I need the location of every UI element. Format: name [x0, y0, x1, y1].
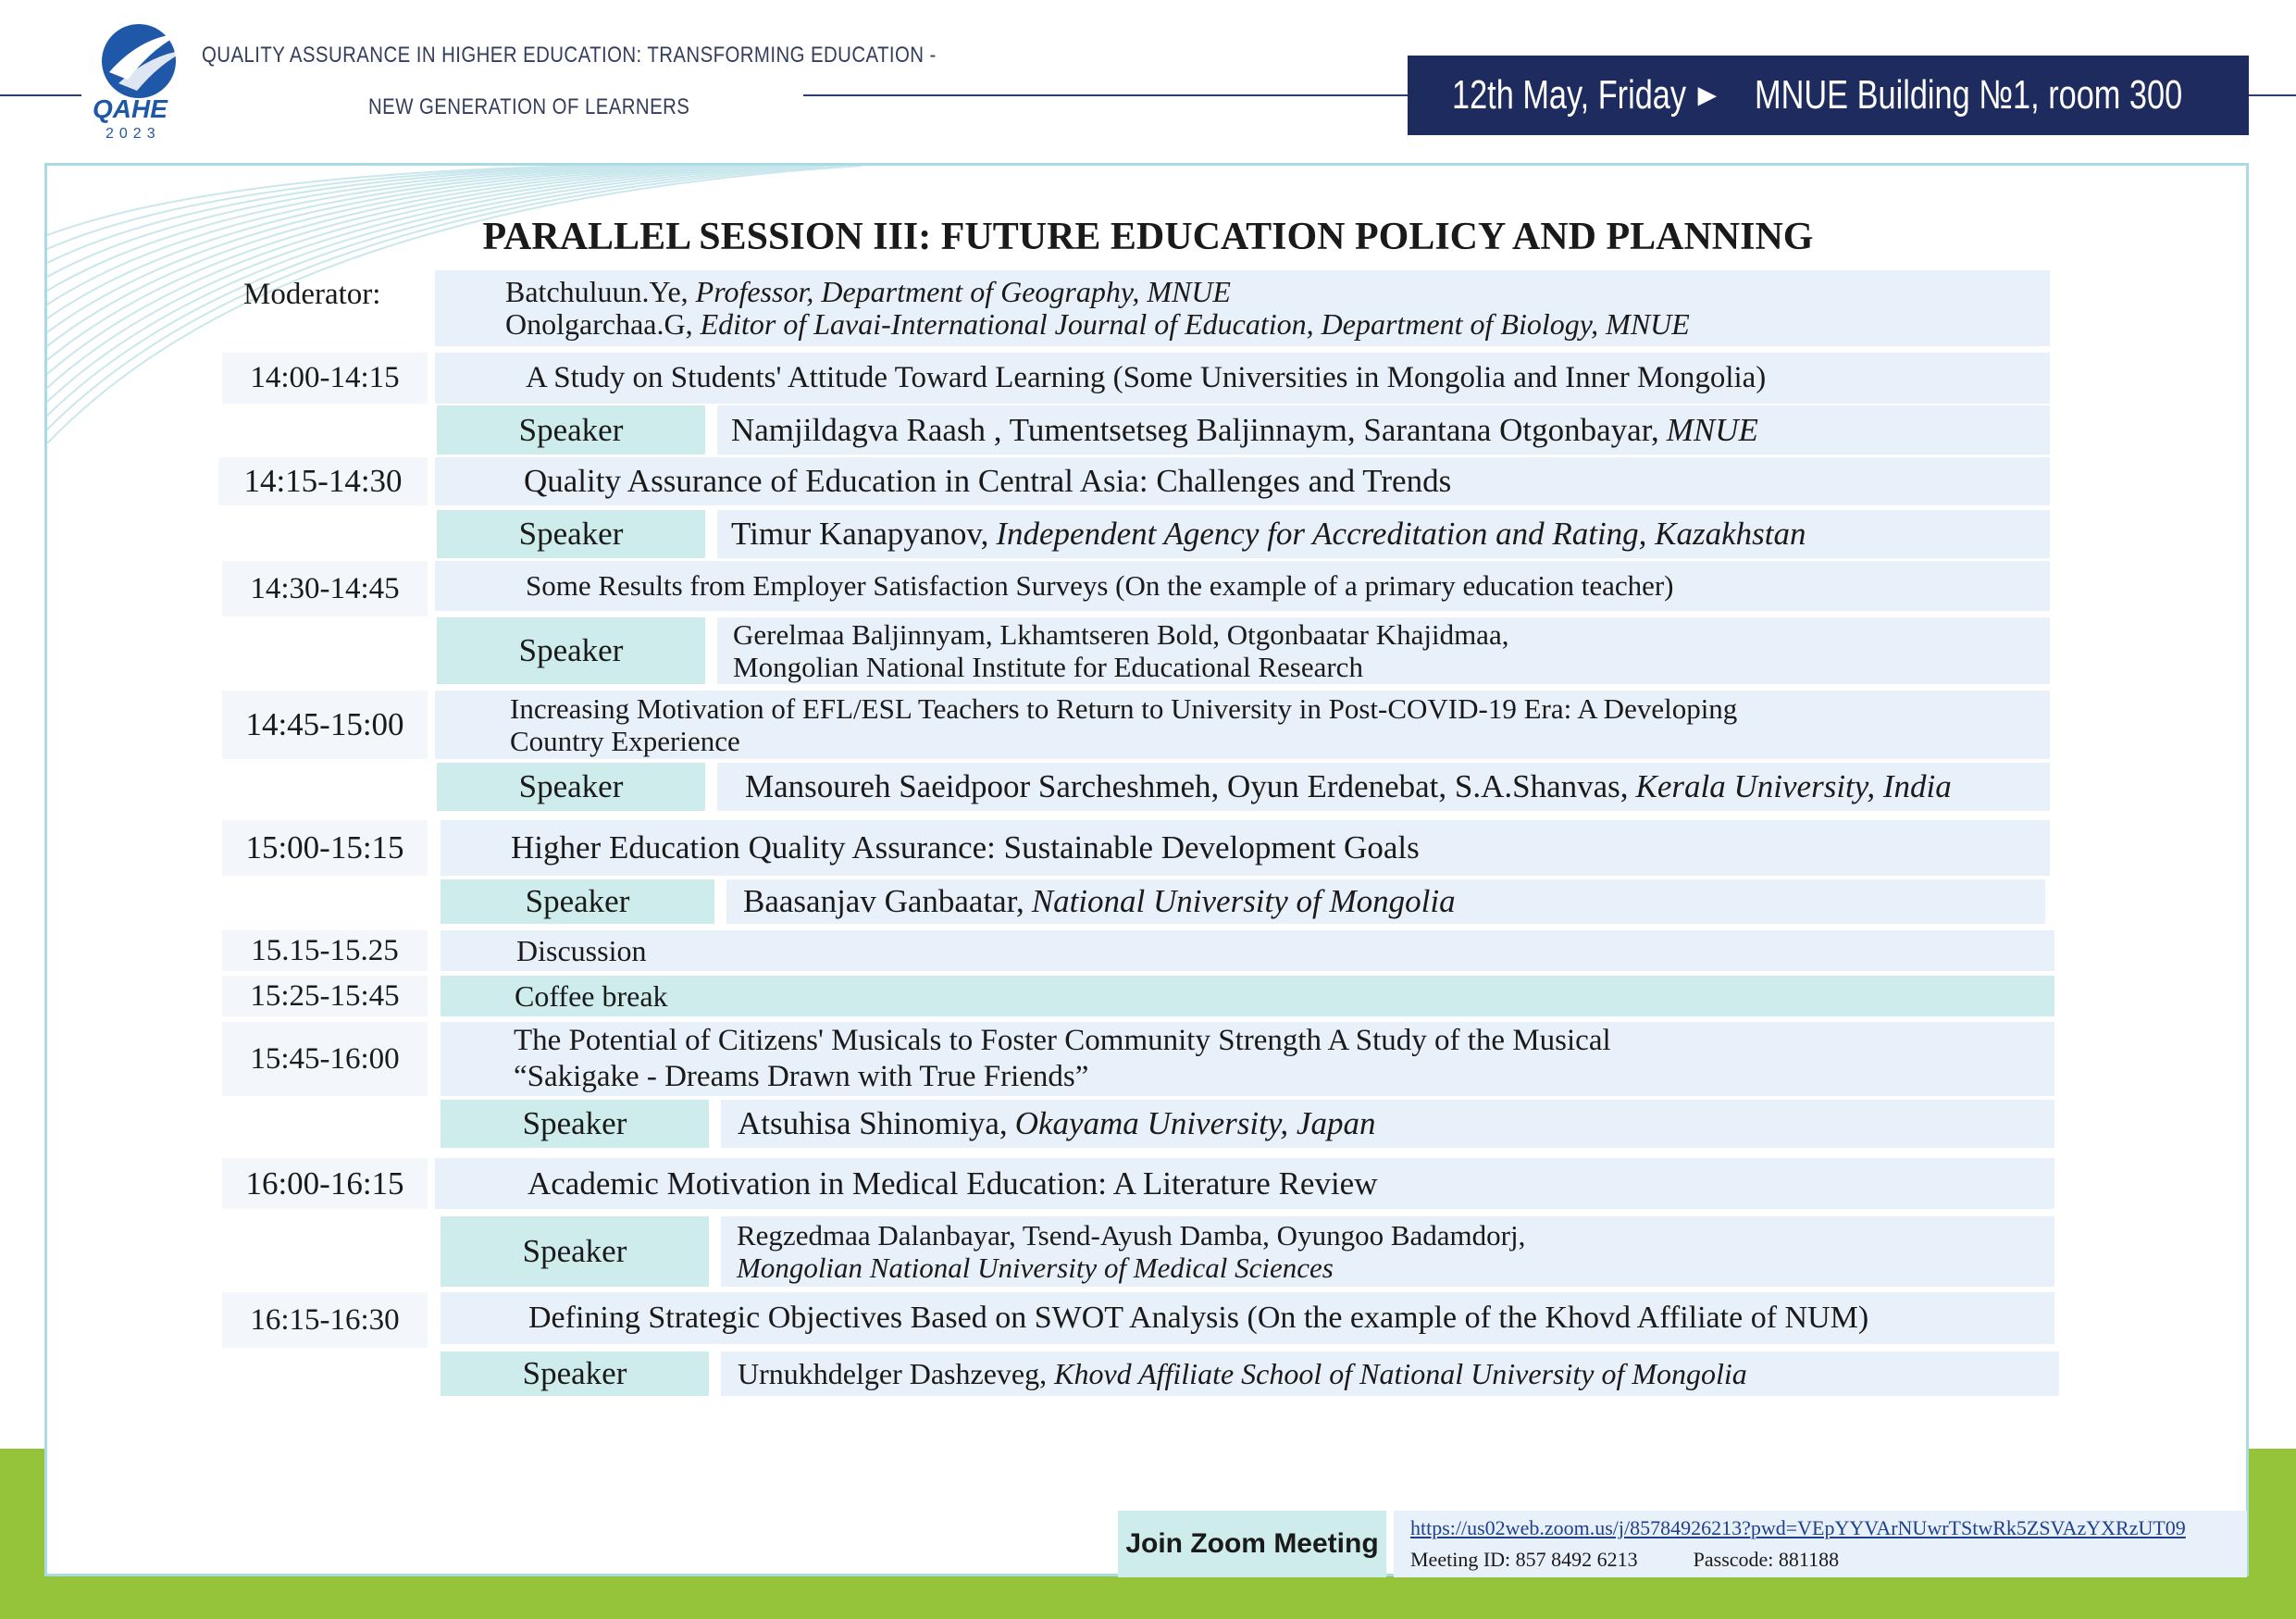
logo-year: 2023 [105, 126, 161, 142]
slot-4-title-line1: Increasing Motivation of EFL/ESL Teachers to Return to University in Post-COVID-19 Era: A Developing [510, 692, 1738, 725]
moderator-label: Moderator: [243, 278, 381, 311]
session-location: MNUE Building №1, room 300 [1755, 72, 2183, 118]
zoom-meeting-id: Meeting ID: 857 8492 6213 [1410, 1548, 1638, 1571]
slot-10-speaker-names: Urnukhdelger Dashzeveg, [738, 1356, 1048, 1390]
slot-8-speaker-label: Speaker [441, 1100, 709, 1148]
moderator-2-role: Editor of Lavai-International Journal of Education, Department of Biology, MNUE [700, 307, 1690, 341]
discussion-title: Discussion [441, 930, 2054, 971]
conference-title-line1: QUALITY ASSURANCE IN HIGHER EDUCATION: TRANSFORMING EDUCATION - [202, 43, 937, 68]
slot-8-title-line1: The Potential of Citizens' Musicals to Foster Community Strength A Study of the Musical [514, 1024, 1611, 1057]
slot-5-speaker-label: Speaker [441, 879, 714, 924]
slot-4-title-line2: Country Experience [510, 725, 740, 757]
slot-1-title: A Study on Students' Attitude Toward Learning (Some Universities in Mongolia and Inner Mongolia) [435, 353, 2050, 404]
slot-8-affiliation: Okayama University, Japan [1014, 1105, 1376, 1141]
slot-4-time: 14:45-15:00 [222, 691, 428, 759]
slot-8-speaker-names: Atsuhisa Shinomiya, [738, 1105, 1008, 1141]
slot-3-title: Some Results from Employer Satisfaction Surveys (On the example of a primary education teacher) [435, 561, 2050, 611]
slot-2-affiliation: Independent Agency for Accreditation and Rating, Kazakhstan [996, 516, 1806, 552]
coffee-break: Coffee break [441, 976, 2054, 1016]
moderator-1-role: Professor, Department of Geography, MNUE [695, 275, 1231, 308]
slot-3-affiliation: Mongolian National Institute for Educational Research [733, 651, 1363, 683]
slot-4-speakers [717, 763, 2050, 811]
slot-8-speakers [721, 1100, 2054, 1148]
slot-9-speaker-label: Speaker [441, 1216, 709, 1287]
slot-2-title: Quality Assurance of Education in Central Asia: Challenges and Trends [435, 457, 2050, 505]
slot-10-speakers [721, 1351, 2059, 1396]
coffee-time: 15:25-15:45 [222, 976, 428, 1016]
slot-9-speaker-names: Regzedmaa Dalanbayar, Tsend-Ayush Damba, Oyungoo Badamdorj, [737, 1219, 1526, 1252]
slot-9-time: 16:00-16:15 [222, 1158, 428, 1209]
slot-2-speaker-label: Speaker [437, 510, 705, 558]
slot-5-speakers [726, 879, 2045, 924]
slot-10-affiliation: Khovd Affiliate School of National University of Mongolia [1054, 1356, 1747, 1390]
header-rule-left [0, 94, 81, 96]
session-title: PARALLEL SESSION III: FUTURE EDUCATION POLICY AND PLANNING [482, 216, 1814, 258]
slot-8-time: 15:45-16:00 [222, 1022, 428, 1096]
zoom-link[interactable]: https://us02web.zoom.us/j/85784926213?pwd=VEpYYVArNUwrTStwRk5ZSVAzYXRzUT09 [1410, 1516, 2186, 1539]
slot-10-time: 16:15-16:30 [222, 1292, 428, 1348]
slot-2-speaker-names: Timur Kanapyanov, [731, 516, 989, 552]
session-date: 12th May, Friday [1452, 72, 1687, 118]
slot-3-time: 14:30-14:45 [222, 561, 428, 616]
slot-1-time: 14:00-14:15 [222, 353, 428, 404]
logo-name: QAHE [93, 94, 168, 123]
slot-2-speakers [717, 510, 2050, 558]
slot-5-affiliation: National University of Mongolia [1031, 883, 1456, 919]
slot-9-title: Academic Motivation in Medical Education: A Literature Review [435, 1158, 2054, 1209]
conference-title-line2: NEW GENERATION OF LEARNERS [368, 94, 690, 119]
slot-3-speakers [717, 617, 2050, 684]
moderator-2-name: Onolgarchaa.G, [505, 307, 701, 341]
moderator-cell [435, 270, 2050, 346]
zoom-passcode: Passcode: 881188 [1693, 1548, 1840, 1571]
slot-5-speaker-names: Baasanjav Ganbaatar, [743, 883, 1024, 919]
slot-1-affiliation: MNUE [1666, 411, 1758, 448]
slot-4-speaker-label: Speaker [437, 763, 705, 811]
arrow-right-icon: ► [1692, 77, 1723, 113]
slot-5-time: 15:00-15:15 [222, 820, 428, 876]
logo-globe-icon [91, 17, 192, 100]
join-zoom-button[interactable]: Join Zoom Meeting [1118, 1511, 1386, 1577]
moderator-1-name: Batchuluun.Ye, [505, 275, 696, 308]
slot-10-title: Defining Strategic Objectives Based on SWOT Analysis (On the example of the Khovd Affiliate of NUM) [441, 1292, 2054, 1344]
header-rule-mid [803, 94, 1414, 96]
slot-1-speaker-label: Speaker [437, 405, 705, 455]
slot-9-affiliation: Mongolian National University of Medical Sciences [737, 1252, 1334, 1284]
slot-3-speaker-names: Gerelmaa Baljinnyam, Lkhamtseren Bold, Otgonbaatar Khajidmaa, [733, 618, 1509, 651]
slot-9-speakers [721, 1216, 2054, 1287]
zoom-credentials [1410, 1544, 2247, 1575]
slot-5-title: Higher Education Quality Assurance: Sustainable Development Goals [441, 820, 2050, 876]
slot-8-title-line2: “Sakigake - Dreams Drawn with True Friends” [514, 1060, 1089, 1093]
qahe-logo [91, 17, 192, 146]
slot-3-speaker-label: Speaker [437, 617, 705, 684]
slot-4-title [435, 691, 2050, 759]
header-rule-right [2249, 94, 2296, 96]
slot-1-speakers [717, 405, 2050, 455]
zoom-info [1394, 1511, 2247, 1577]
slot-10-speaker-label: Speaker [441, 1351, 709, 1396]
discussion-time: 15.15-15.25 [222, 930, 428, 971]
slot-1-speaker-names: Namjildagva Raash , Tumentsetseg Baljinnaym, Sarantana Otgonbayar, [731, 411, 1659, 448]
slot-4-speaker-names: Mansoureh Saeidpoor Sarcheshmeh, Oyun Erdenebat, S.A.Shanvas, [745, 768, 1629, 804]
slot-8-title [441, 1022, 2054, 1096]
date-location-banner [1408, 56, 2249, 135]
slot-2-time: 14:15-14:30 [218, 457, 428, 505]
slot-4-affiliation: Kerala University, India [1635, 768, 1952, 804]
